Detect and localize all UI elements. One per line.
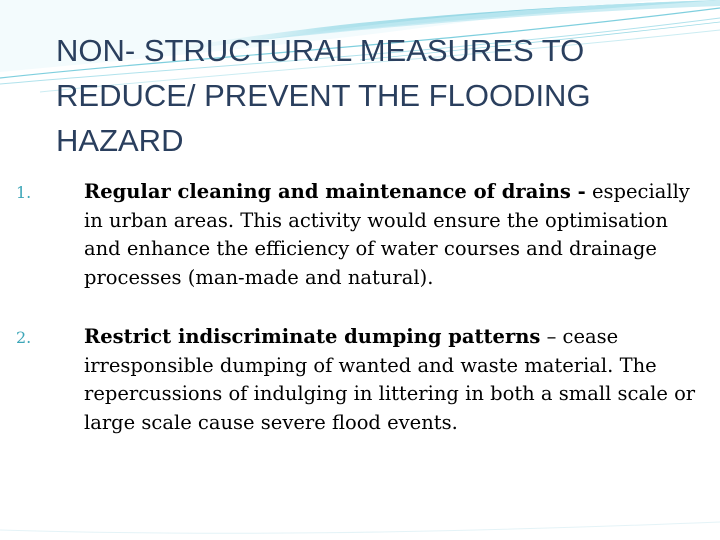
item-body: especially in urban areas. This activity would ensure the optimisation and enhance the efficiency of water courses and drainage processes (man-made and natural). [84,180,690,289]
measures-list [16,178,696,468]
item-text [84,323,696,437]
item-number: 1. [16,183,32,202]
item-text [84,178,696,292]
item-body: – cease irresponsible dumping of wanted and waste material. The repercussions of indulging in littering in both a small scale or large scale cause severe flood events. [84,325,696,434]
item-lead: Restrict indiscriminate dumping patterns [84,325,541,348]
item-number: 2. [16,328,32,347]
list-item [16,323,696,437]
list-item [16,178,696,292]
item-lead: Regular cleaning and maintenance of drains - [84,180,586,203]
slide-title: NON- STRUCTURAL MEASURES TO REDUCE/ PREVENT THE FLOODING HAZARD [56,33,591,158]
